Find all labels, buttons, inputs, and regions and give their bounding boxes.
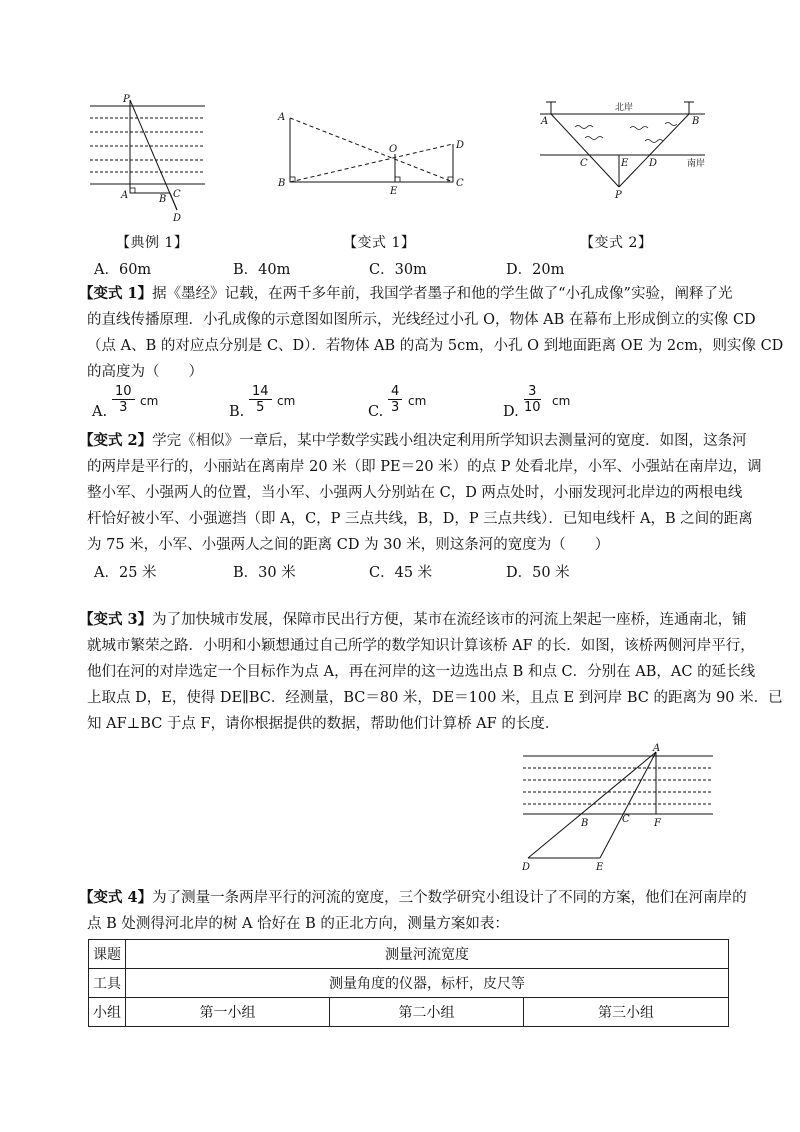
fig4-label-b: B xyxy=(581,818,589,829)
table-row xyxy=(89,940,729,969)
example-1-option-b: B．40m xyxy=(233,262,291,278)
fig1-label-d: D xyxy=(173,213,182,224)
variant-3-line-5: 知 AF⊥BC 于点 F，请你根据提供的数据，帮助他们计算桥 AF 的长度． xyxy=(87,716,560,732)
example-1-option-d: D．20m xyxy=(506,262,565,278)
variant-2-option-d: D．50 米 xyxy=(506,565,570,581)
variant-1-tag: 【变式 1】 xyxy=(79,285,153,302)
variant-4-line-1: 为了测量一条两岸平行的河流的宽度，三个数学研究小组设计了不同的方案，他们在河南岸的 xyxy=(152,890,747,906)
variant-1-line-3: （点 A、B 的对应点分别是 C、D）．若物体 AB 的高为 5cm，小孔 O 到地面距离 OE 为 2cm，则实像 CD xyxy=(87,338,784,354)
variant-3-line-2: 就城市繁荣之路．小明和小颖想通过自己所学的数学知识计算该桥 AF 的长．如图，该桥两侧河岸平行， xyxy=(87,638,755,654)
variant-1-option-a-fraction xyxy=(112,384,135,415)
variant-2-option-c: C．45 米 xyxy=(369,565,433,581)
variant-1-line-4: 的高度为（ ） xyxy=(87,364,203,380)
fig4-label-c: C xyxy=(622,814,630,825)
variant-3-line-3: 他们在河的对岸选定一个目标作为点 A，再在河岸的这一边选出点 B 和点 C．分别在 AB，AC 的延长线 xyxy=(87,664,756,680)
fig2-label-e: E xyxy=(390,186,398,195)
variant-2-option-b: B．30 米 xyxy=(233,565,296,581)
variant-3-question xyxy=(79,607,783,737)
variant-2-tag: 【变式 2】 xyxy=(79,432,153,449)
variant-2-line-4: 杆恰好被小军、小强遮挡（即 A，C，P 三点共线，B，D，P 三点共线）．已知电线杆 A，B 之间的距离 xyxy=(87,511,753,527)
variant-2-line-2: 的两岸是平行的，小丽站在离南岸 20 米（即 PE＝20 米）的点 P 处看北岸，小军、小强站在南岸边，调 xyxy=(87,459,762,475)
fig4-label-e: E xyxy=(596,862,604,873)
fig3-label-p: P xyxy=(615,190,622,199)
table-group-1: 第一小组 xyxy=(126,998,330,1027)
variant-1-option-a-den: 3 xyxy=(119,400,128,415)
variant-2-line-3: 整小军、小强两人的位置，当小军、小强两人分别站在 C，D 两点处时，小丽发现河北岸边的两根电线 xyxy=(87,485,743,501)
fig3-label-north-bank: 北岸 xyxy=(615,103,634,113)
fig2-label-a: A xyxy=(278,112,286,123)
variant-3-line-1: 为了加快城市发展，保障市民出行方便，某市在流经该市的河流上架起一座桥，连通南北，铺 xyxy=(152,612,747,628)
figure-variant-3 xyxy=(518,742,718,874)
variant-1-option-c-den: 3 xyxy=(391,400,400,415)
table-value-tools: 测量角度的仪器，标杆，皮尺等 xyxy=(126,969,729,998)
fig3-label-c: C xyxy=(580,158,588,169)
table-head-tools: 工具 xyxy=(89,969,126,998)
variant-4-line-2: 点 B 处测得河北岸的树 A 恰好在 B 的正北方向，测量方案如表： xyxy=(87,916,509,932)
fig2-label-b: B xyxy=(278,178,286,189)
fig2-label-d: D xyxy=(456,140,465,151)
variant-1-option-b-fraction xyxy=(249,384,272,415)
variant-2-line-5: 为 75 米，小军、小强两人之间的距离 CD 为 30 米，则这条河的宽度为（ ） xyxy=(87,537,610,553)
example-1-option-c: C．30m xyxy=(369,262,427,278)
example-1-option-a: A．60m xyxy=(94,262,152,278)
variant-1-option-d-letter: D. xyxy=(503,404,519,420)
variant-2-question xyxy=(79,428,762,558)
variant-4-question xyxy=(79,885,747,937)
variant-1-option-b-unit: cm xyxy=(277,394,296,408)
variant-2-option-a: A．25 米 xyxy=(94,565,157,581)
table-head-group: 小组 xyxy=(89,998,126,1027)
fig1-label-b: B xyxy=(159,194,167,205)
fig3-label-a: A xyxy=(541,116,549,127)
variant-1-option-d-num: 3 xyxy=(524,384,541,400)
fig3-label-b: B xyxy=(692,116,700,127)
variant-1-option-c-num: 4 xyxy=(388,384,402,400)
variant-1-option-c-unit: cm xyxy=(408,394,427,408)
variant-1-line-2: 的直线传播原理．小孔成像的示意图如图所示，光线经过小孔 O，物体 AB 在幕布上形成倒立的实像 CD xyxy=(87,312,756,328)
figure-variant-1 xyxy=(275,100,475,195)
fig2-label-c: C xyxy=(456,178,464,189)
fig1-label-a: A xyxy=(121,190,129,201)
variant-1-option-c-fraction xyxy=(388,384,402,415)
variant-4-tag: 【变式 4】 xyxy=(79,889,153,906)
fig1-label-p: P xyxy=(123,94,130,105)
table-group-3: 第三小组 xyxy=(524,998,729,1027)
variant-1-option-a-letter: A. xyxy=(92,404,108,420)
variant-1-line-1: 据《墨经》记载，在两千多年前，我国学者墨子和他的学生做了“小孔成像”实验，阐释了光 xyxy=(152,286,733,302)
fig4-label-d: D xyxy=(522,862,531,873)
variant-1-option-b-letter: B. xyxy=(229,404,245,420)
variant-3-tag: 【变式 3】 xyxy=(79,611,153,628)
table-row xyxy=(89,998,729,1027)
variant-1-option-d-den: 10 xyxy=(524,400,541,415)
fig4-label-a: A xyxy=(653,743,661,754)
table-value-topic: 测量河流宽度 xyxy=(126,940,729,969)
variant-1-option-b-den: 5 xyxy=(256,400,265,415)
fig3-label-d: D xyxy=(649,158,658,169)
fig1-label-c: C xyxy=(173,189,181,200)
figure-variant-2 xyxy=(535,94,715,199)
variant-1-question xyxy=(79,281,784,385)
fig3-label-south-bank: 南岸 xyxy=(687,159,706,169)
variant-1-option-a-num: 10 xyxy=(112,384,135,400)
variant-2-line-1: 学完《相似》一章后，某中学数学实践小组决定利用所学知识去测量河的宽度．如图，这条河 xyxy=(152,433,747,449)
caption-example-1: 【典例 1】 xyxy=(116,235,189,251)
caption-variant-1: 【变式 1】 xyxy=(343,235,416,251)
fig3-label-e: E xyxy=(621,158,629,169)
variant-1-option-d-unit: cm xyxy=(552,394,571,408)
measurement-plan-table xyxy=(88,939,729,1027)
variant-3-line-4: 上取点 D，E，使得 DE∥BC．经测量，BC＝80 米，DE＝100 米，且点 E 到河岸 BC 的距离为 90 米．已 xyxy=(87,690,783,706)
caption-variant-2: 【变式 2】 xyxy=(580,235,653,251)
fig2-label-o: O xyxy=(389,144,398,155)
table-row xyxy=(89,969,729,998)
table-head-topic: 课题 xyxy=(89,940,126,969)
variant-1-option-d-fraction xyxy=(524,384,541,415)
fig4-label-f: F xyxy=(654,818,661,829)
variant-1-option-a-unit: cm xyxy=(140,394,159,408)
variant-1-option-b-num: 14 xyxy=(249,384,272,400)
variant-1-option-c-letter: C. xyxy=(368,404,384,420)
table-group-2: 第二小组 xyxy=(330,998,524,1027)
figure-example-1 xyxy=(85,90,215,225)
